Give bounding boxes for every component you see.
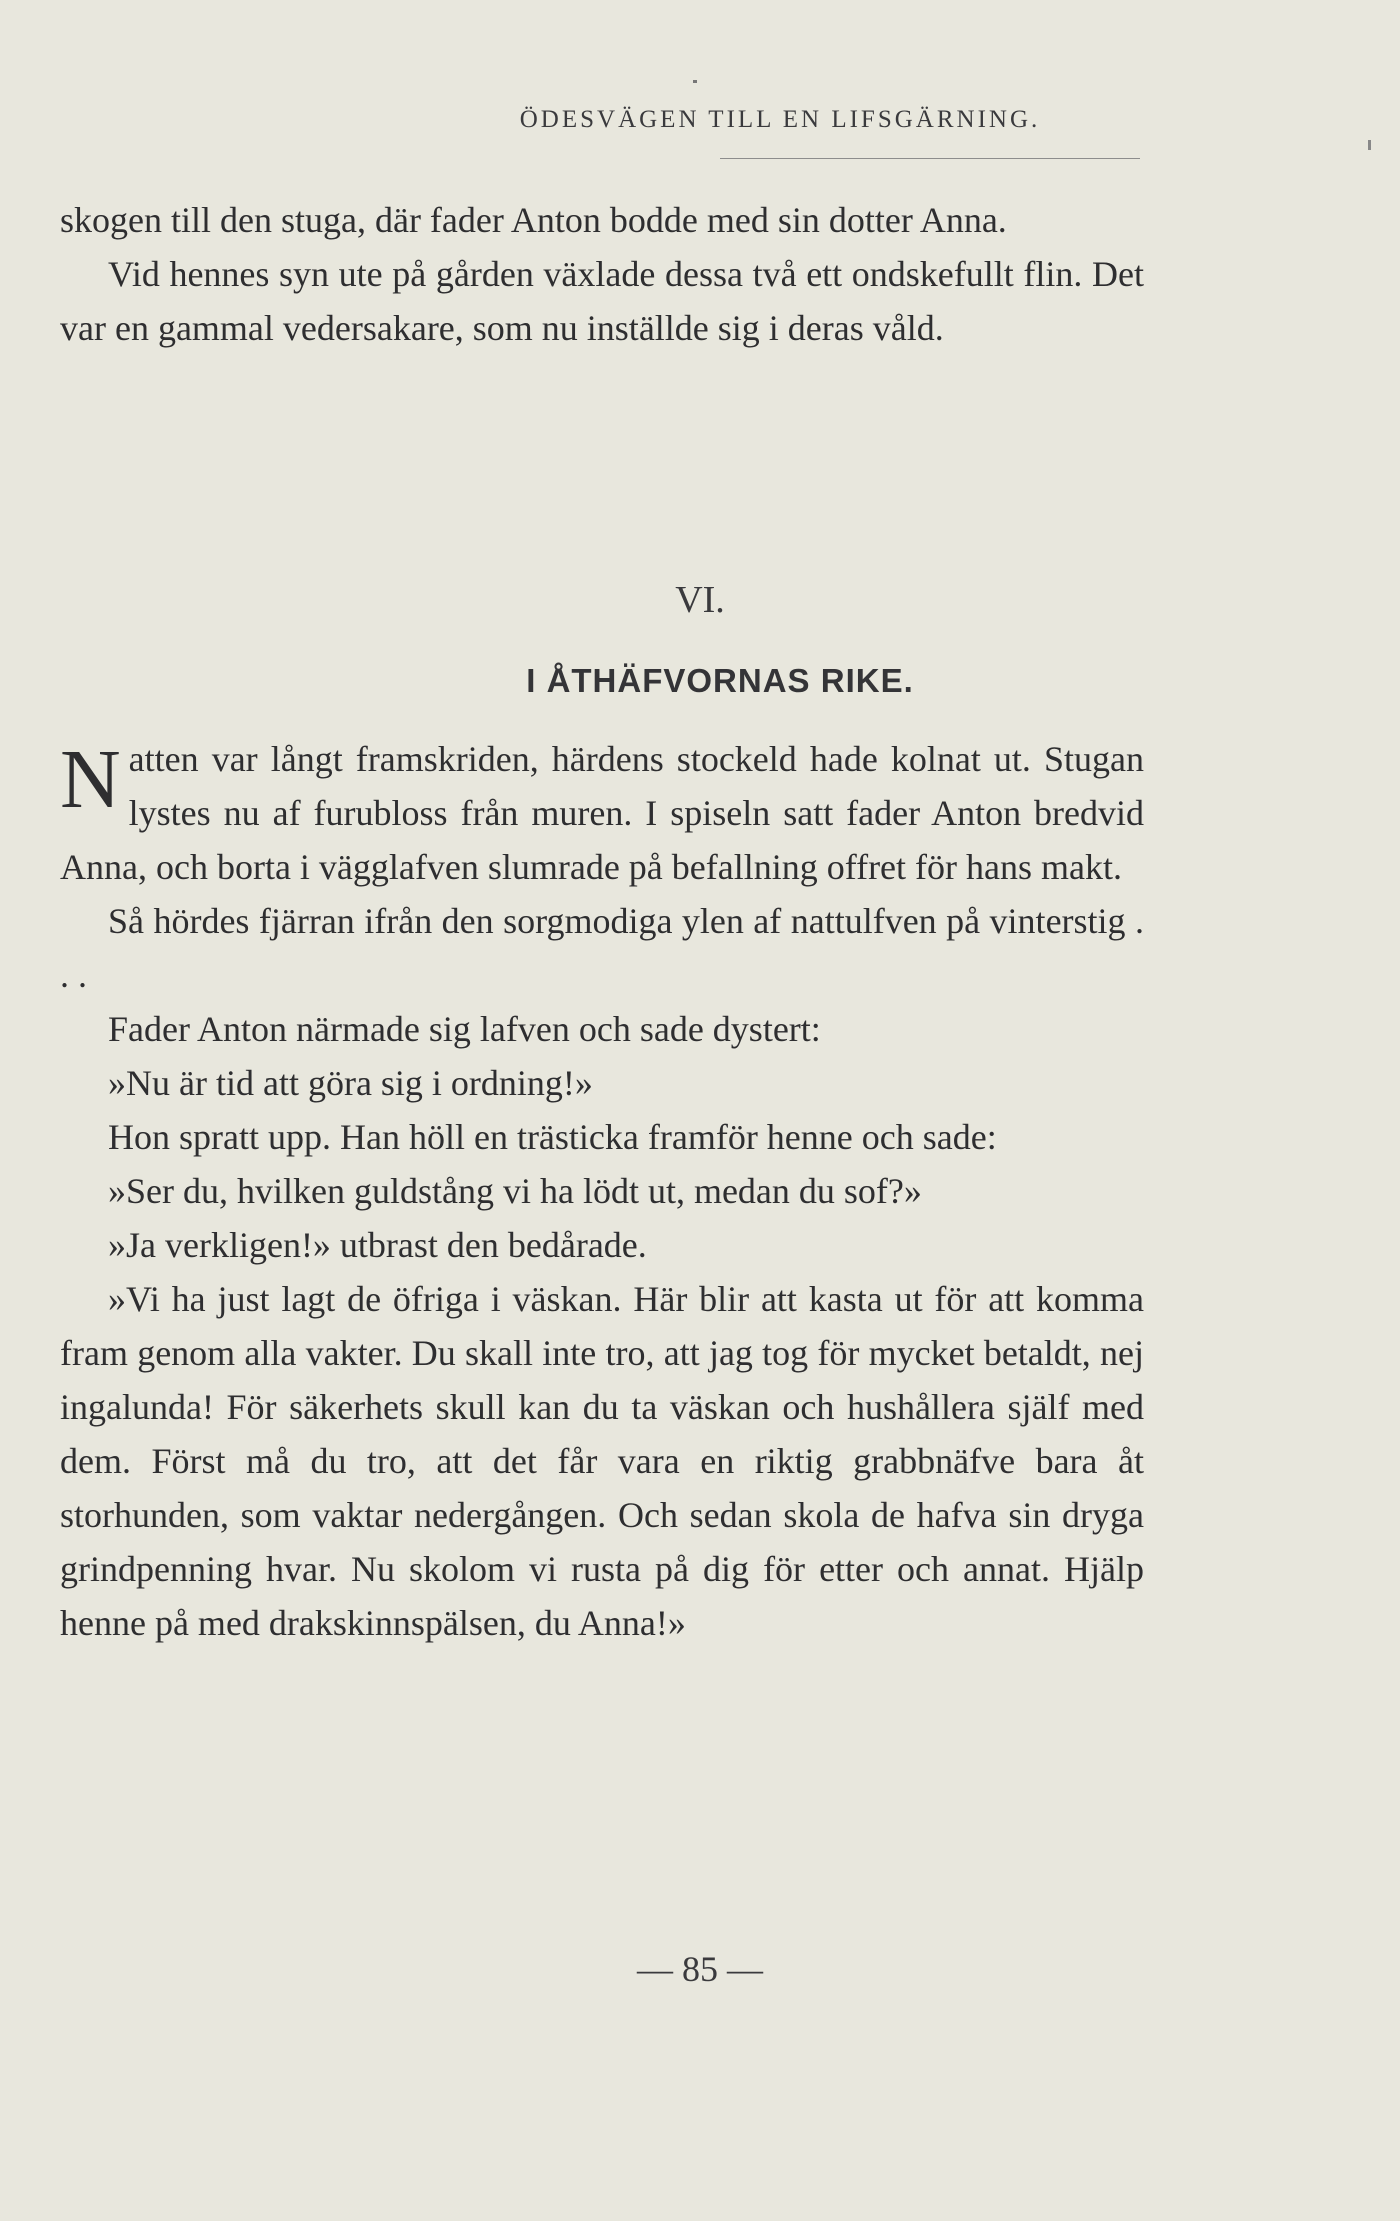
page-number: — 85 — [637,1949,763,1989]
head-rule [720,158,1140,159]
paragraph: skogen till den stuga, där fader Anton bodde med sin dotter Anna. [60,200,1007,240]
paragraph: »Ser du, hvilken guldstång vi ha lödt ut, medan du sof?» [108,1171,922,1211]
paragraph: Vid hennes syn ute på gården växlade dessa två ett ondskefullt flin. Det var en gammal vedersakare, som nu inställde sig i deras våld. [60,254,1144,348]
drop-cap: N [60,733,121,826]
print-speck [693,80,697,83]
paragraph [60,732,1144,894]
paragraph: »Vi ha just lagt de öfriga i väskan. Här blir att kasta ut för att komma fram genom alla vakter. Du skall inte tro, att jag tog för mycket betaldt, nej ingalunda! För säkerhets skull kan du ta väskan och hushållera själf med dem. Först må du tro, att det får vara en riktig grabbnäfve bara åt storhunden, som vaktar nedergången. Och sedan skola de hafva sin dryga grindpenning hvar. Nu skolom vi rusta på dig för etter och annat. Hjälp henne på med drakskinnspälsen, du Anna!» [60,1279,1144,1643]
paragraph: »Nu är tid att göra sig i ordning!» [108,1063,593,1103]
chapter-number: VI. [675,579,725,621]
paragraph: »Ja verkligen!» utbrast den bedårade. [108,1225,647,1265]
running-head: ÖDESVÄGEN TILL EN LIFSGÄRNING. [519,106,1041,133]
chapter-text [60,732,1144,1650]
print-speck [1368,140,1371,150]
opening-text [60,193,1144,355]
paragraph: Så hördes fjärran ifrån den sorgmodiga ylen af nattulfven på vinterstig . . . [60,901,1144,995]
paragraph: Fader Anton närmade sig lafven och sade dystert: [108,1009,821,1049]
paragraph: Hon spratt upp. Han höll en trästicka framför henne och sade: [108,1117,997,1157]
chapter-title: I ÅTHÄFVORNAS RIKE. [526,662,914,699]
paragraph-text: atten var långt framskriden, härdens stockeld hade kolnat ut. Stugan lystes nu af furubloss från muren. I spiseln satt fader Anton bredvid Anna, och borta i vägglafven slumrade på befallning offret för hans makt. [60,739,1144,887]
